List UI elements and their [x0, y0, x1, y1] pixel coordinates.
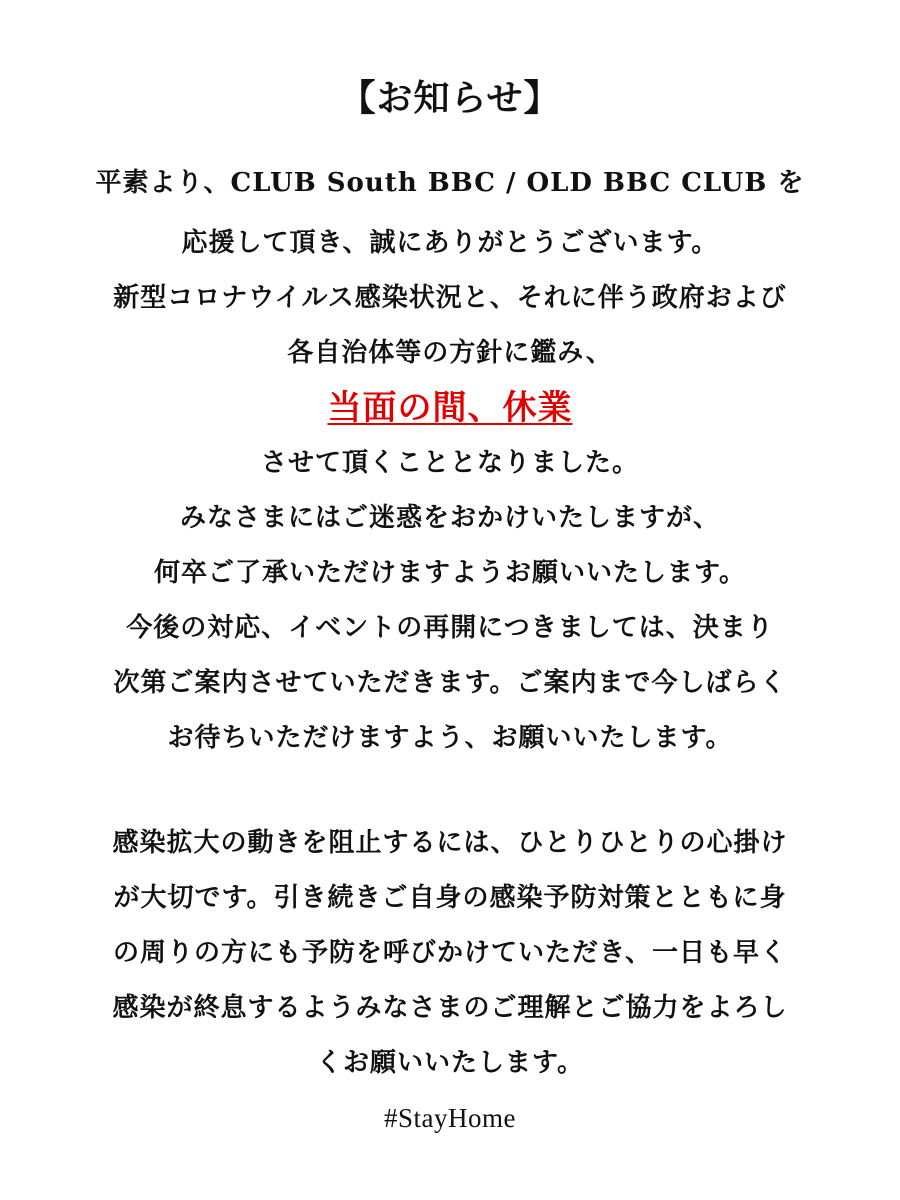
closing-line: が大切です。引き続きご自身の感染予防対策とともに身 — [113, 883, 787, 913]
closing-line: の周りの方にも予防を呼びかけていただき、一日も早く — [113, 938, 787, 968]
closure-highlight-text: 当面の間、休業 — [327, 388, 573, 428]
notice-title: 【お知らせ】 — [339, 77, 561, 119]
closing-line: 感染が終息するようみなさまのご理解とご協力をよろし — [112, 993, 788, 1023]
notice-line: 各自治体等の方針に鑑み、 — [287, 338, 613, 368]
notice-line: させて頂くこととなりました。 — [260, 448, 639, 478]
notice-line: 次第ご案内させていただきます。ご案内まで今しばらく — [113, 668, 787, 698]
closure-announcement — [0, 383, 900, 433]
notice-line: 応援して頂き、誠にありがとうございます。 — [181, 228, 719, 258]
notice-line: 何卒ご了承いただけますようお願いいたします。 — [154, 558, 746, 588]
notice-line: 新型コロナウイルス感染状況と、それに伴う政府および — [113, 283, 787, 313]
hashtag: #StayHome — [384, 1103, 516, 1133]
notice-line: 今後の対応、イベントの再開につきましては、決まり — [126, 613, 774, 643]
closing-line: 感染拡大の動きを阻止するには、ひとりひとりの心掛け — [112, 828, 788, 858]
notice-line: みなさまにはご迷惑をおかけいたしますが、 — [179, 503, 720, 533]
closing-line: くお願いいたします。 — [316, 1048, 584, 1078]
notice-line: 平素より、CLUB South BBC / OLD BBC CLUB を — [95, 168, 805, 198]
notice-line: お待ちいただけますよう、お願いいたします。 — [167, 723, 733, 753]
